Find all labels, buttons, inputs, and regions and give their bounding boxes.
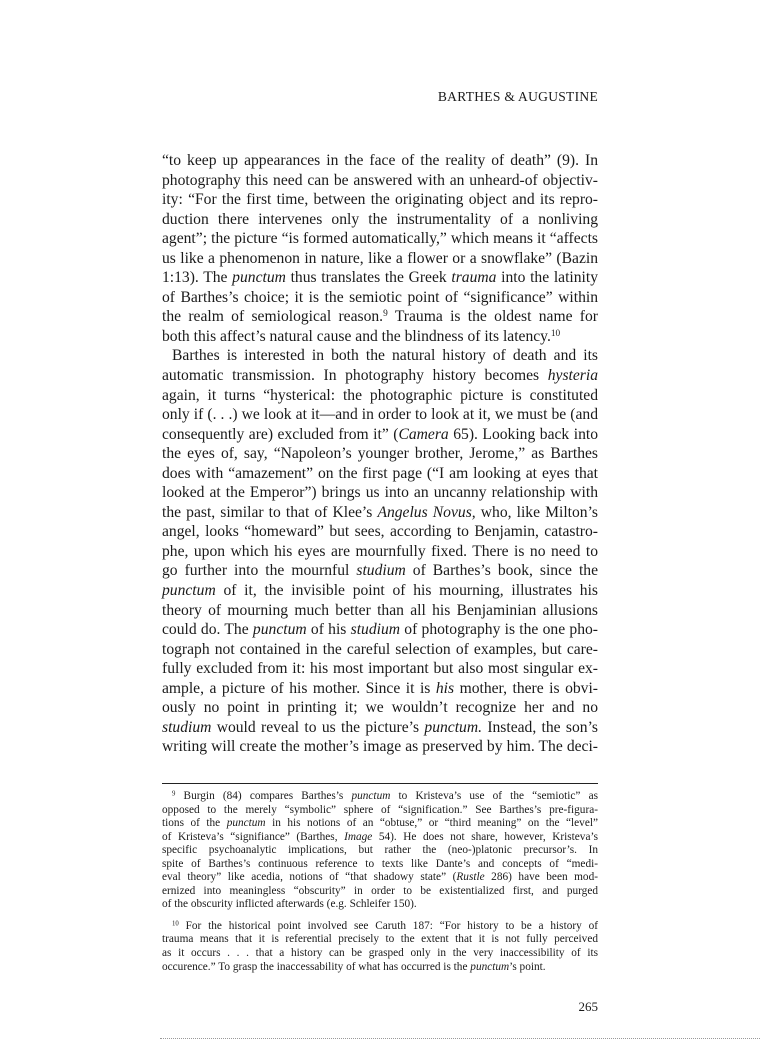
text-span: of the obscurity inflicted afterwards (e.g. Schleifer 150). [162,898,417,911]
footnote-line [162,790,598,804]
footnote-ref: 9 [172,790,176,798]
text-span: 286) have been mod- [484,871,598,884]
text-span: “to keep up appearances in the face of the reality of death” (9). In [162,152,598,169]
text-line [162,698,598,718]
footnote-line [162,844,598,858]
text-span: ’s point. [509,960,546,973]
text-span: would reveal to us the picture’s [211,718,425,736]
italic-text: punctum. [424,718,482,736]
text-span: both this affect’s natural cause and the blindness of its latency. [162,327,551,345]
text-line [162,601,598,621]
italic-text: punctum [226,817,266,830]
text-line [162,620,598,640]
italic-text: punctum [470,960,510,973]
text-line [162,171,598,191]
text-line [162,327,598,347]
text-span: writing will create the mother’s image as preserved by him. The deci- [162,738,598,756]
italic-text: punctum [162,582,216,600]
text-line [162,288,598,308]
text-span: of Barthes’s book, since the [405,562,598,580]
text-line [162,522,598,542]
text-line [162,640,598,660]
text-span: looked at the Emperor”) brings us into an uncanny relationship with [162,484,598,502]
text-span: eval theory” like acedia, notions of “that shadowy state” ( [162,871,457,884]
text-span: does with “amazement” on the first page (“I am looking at eyes that [162,464,598,482]
text-line [162,366,598,386]
text-span: angel, looks “homeward” but sees, according to Benjamin, catastro- [162,523,598,541]
text-span: to Kristeva’s use of the “semiotic” as [390,790,598,802]
footnote-line [162,804,598,818]
italic-text: punctum [232,269,286,287]
text-span: ously no point in printing it; we wouldn’t recognize her and no [162,699,598,717]
text-span: agent”; the picture “is formed automatically,” which means it “affects [162,230,598,248]
text-span: tograph not contained in the careful selection of examples, but care- [162,640,598,658]
text-span: go further into the mournful [162,562,357,580]
text-line [162,444,598,464]
text-span: ernized into meaningless “obscurity” in order to be existentialized first, and purged [162,884,598,897]
footnote-line [162,858,598,872]
italic-text: studium [162,718,212,736]
text-line [162,679,598,699]
text-line [162,425,598,445]
italic-text: Camera [398,425,449,443]
footnote-line [162,831,598,845]
text-span: Burgin (84) compares Barthes’s [175,790,352,802]
text-line [162,581,598,601]
footnote-ref: 10 [172,920,179,928]
scan-edge-artifact [160,1038,760,1040]
footnote-line [162,885,598,899]
page-number: 265 [578,999,598,1014]
text-span: ample, a picture of his mother. Since it is [162,679,436,697]
italic-text: Angelus Novus, [377,503,476,521]
text-line [162,210,598,230]
text-span: occurence.” To grasp the inaccessability of what has occurred is the [162,960,471,973]
text-line [162,405,598,425]
text-span: specific psychoanalytic implications, but rather the (neo-)platonic precursor’s. In [162,844,598,857]
italic-text: Rustle [456,871,485,884]
italic-text: studium [350,621,401,639]
text-span: who, like Milton’s [475,503,598,521]
text-span: consequently are) excluded from it” ( [162,425,399,443]
text-span: spite of Barthes’s continuous reference to texts like Dante’s and concepts of “medi- [162,857,598,870]
text-span: 65). Looking back into [448,425,598,443]
text-line [162,190,598,210]
text-span: duction there intervenes only the instrumentality of a nonliving [162,210,598,228]
text-line [162,718,598,738]
footnote-divider [162,783,598,784]
footnote-line [162,933,598,947]
text-span: Trauma is the oldest name for [387,308,598,326]
text-line [162,151,598,171]
footnote-ref: 10 [550,328,561,339]
footnotes [162,790,598,974]
text-span: Barthes is interested in both the natural history of death and its [172,347,598,365]
text-span: 1:13). The [162,269,233,287]
italic-text: trauma [451,269,497,287]
text-line [162,307,598,327]
text-span: the eyes of, say, “Napoleon’s younger brother, Jerome,” as Barthes [162,445,598,463]
text-span: only if (. . .) we look at it—and in order to look at it, we must be (and [162,406,598,424]
running-head: BARTHES & AUGUSTINE [437,89,598,104]
text-span: as it occurs . . . that a history can be grasped only in the very inaccessibility of its [162,947,598,960]
text-line [162,268,598,288]
footnote-line [162,817,598,831]
text-line [162,483,598,503]
text-line [162,659,598,679]
text-span: theory of mourning much better than all his Benjaminian allusions [162,601,598,619]
text-span: ity: “For the first time, between the originating object and its repro- [162,191,598,209]
text-span: of his [306,621,351,639]
text-line [162,561,598,581]
footnote-line [162,920,598,934]
text-span: thus translates the Greek [285,269,452,287]
text-span: us like a phenomenon in nature, like a flower or a snowflake” (Bazin [162,249,598,267]
text-span: of it, the invisible point of his mourning, illustrates his [215,582,598,600]
footnote-ref: 9 [383,309,388,320]
text-span: Instead, the son’s [482,718,598,736]
italic-text: punctum [351,790,391,802]
italic-text: punctum [252,621,307,639]
text-span: photography this need can be answered with an unheard-of objectiv- [162,171,598,189]
text-span: opposed to the merely “symbolic” sphere of “signification.” See Barthes’s pre-figura- [162,803,598,816]
text-span: fully excluded from it: his most important but also most singular ex- [162,660,598,678]
text-span: automatic transmission. In photography history becomes [162,367,548,385]
footnote-line [162,898,598,912]
text-line [162,229,598,249]
text-span: of photography is the one pho- [400,621,598,639]
text-span: could do. The [162,621,253,639]
text-line [162,249,598,269]
text-span: of Barthes’s choice; it is the semiotic point of “significance” within [162,288,598,306]
footnote-line [162,871,598,885]
text-span: into the latinity [496,269,599,287]
italic-text: hysteria [547,367,598,385]
text-span: phe, upon which his eyes are mournfully fixed. There is no need to [162,542,598,560]
text-span: mother, there is obvi- [454,679,598,697]
text-line [162,346,598,366]
text-line [162,737,598,757]
text-span: tions of the [162,817,227,830]
italic-text: studium [356,562,406,580]
text-span: the realm of semiological reason. [162,308,384,326]
text-line [162,542,598,562]
text-line [162,503,598,523]
text-span: For the historical point involved see Caruth 187: “For history to be a history of [178,919,598,932]
body-text [162,151,598,757]
text-span: trauma means that it is referential precisely to the extent that it is not fully perceived [162,933,598,946]
footnote-line [162,947,598,961]
italic-text: his [435,679,455,697]
text-span: 54). He does not share, however, Kristeva’s [372,830,598,843]
text-span: the past, similar to that of Klee’s [162,503,378,521]
text-line [162,464,598,484]
footnote-line [162,961,598,975]
text-line [162,386,598,406]
italic-text: Image [344,830,373,843]
text-span: of Kristeva’s “signifiance” (Barthes, [162,830,345,843]
text-span: in his notions of an “obtuse,” or “third meaning” on the “level” [265,817,598,830]
text-span: again, it turns “hysterical: the photographic picture is constituted [162,386,598,404]
